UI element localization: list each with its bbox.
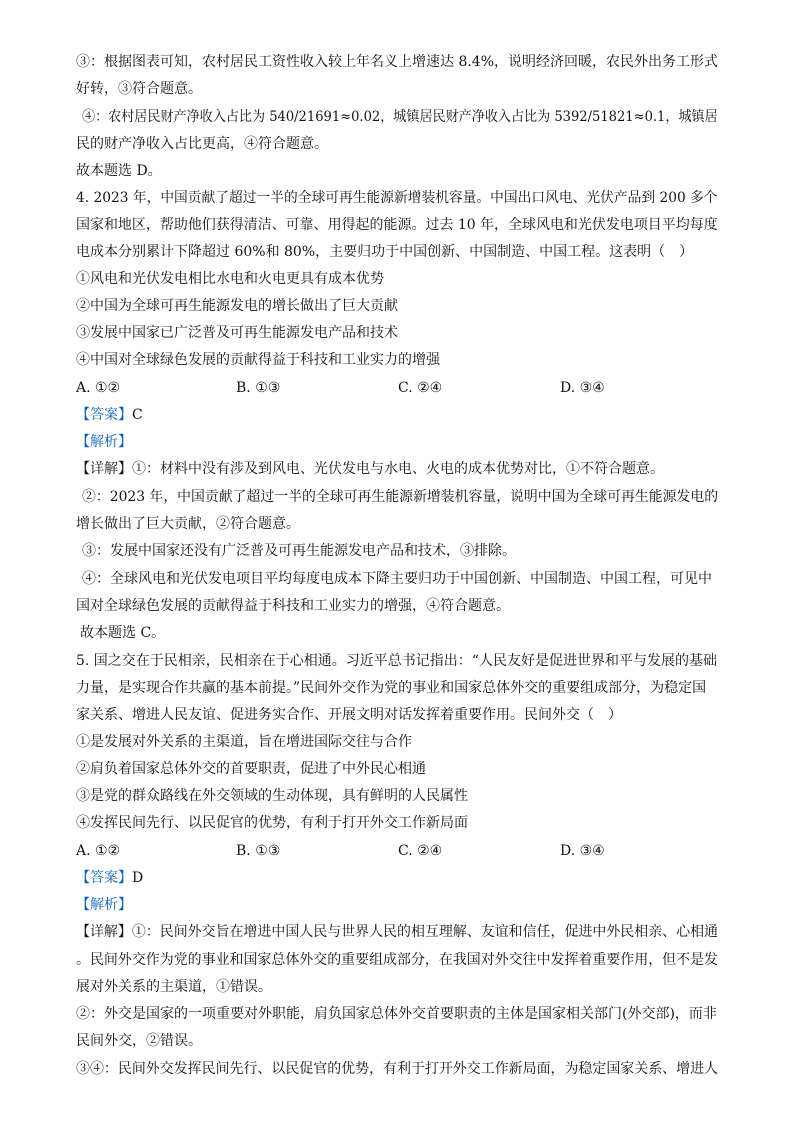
answer-label: 【答案】	[76, 407, 132, 423]
statement-item: ①是发展对外关系的主渠道，旨在增进国际交往与合作	[76, 734, 412, 750]
statement-item: ②中国为全球可再生能源发电的增长做出了巨大贡献	[76, 298, 398, 314]
answer-line	[76, 868, 143, 888]
conclusion-line: 故本题选 D。	[76, 163, 162, 179]
analysis-paragraph: 增长做出了巨大贡献，②符合题意。	[76, 516, 300, 532]
statement-item: ③发展中国家已广泛普及可再生能源发电产品和技术	[76, 325, 398, 341]
answer-label: 【答案】	[76, 870, 132, 886]
option-c: C. ②④	[398, 843, 443, 859]
option-b: B. ①③	[236, 380, 281, 396]
question-stem: 电成本分别累计下降超过 60%和 80%，主要归功于中国创新、中国制造、中国工程。这表明（ ）	[76, 244, 694, 260]
analysis-paragraph: 。民间外交作为党的事业和国家总体外交的重要组成部分，在我国对外交往中发挥着重要作用，但不是发	[76, 952, 719, 968]
detail-text: ①：材料中没有涉及到风电、光伏发电与水电、火电的成本优势对比，①不符合题意。	[132, 461, 664, 477]
detail-line	[76, 922, 718, 942]
detail-text: ①：民间外交旨在增进中国人民与世界人民的相互理解、友谊和信任，促进中外民相亲、心相通	[131, 924, 719, 940]
analysis-paragraph: ②：外交是国家的一项重要对外职能，肩负国家总体外交首要职责的主体是国家相关部门(外交部)，而非	[76, 1006, 717, 1022]
analysis-paragraph: ③④：民间外交发挥民间先行、以民促官的优势，有利于打开外交工作新局面，为稳定国家关系、增进人	[76, 1061, 719, 1077]
analysis-paragraph: 展对外关系的主渠道，①错误。	[76, 979, 272, 995]
answer-value: C	[132, 407, 143, 423]
detail-label: 【详解】	[76, 924, 132, 940]
analysis-label: 【解析】	[76, 434, 132, 450]
analysis-paragraph: ④：农村居民财产净收入占比为 540/21691≈0.02，城镇居民财产净收入占比为 5392/51821≈0.1，城镇居	[82, 109, 718, 125]
analysis-label: 【解析】	[76, 897, 132, 913]
analysis-paragraph: 民的财产净收入占比更高，④符合题意。	[76, 136, 328, 152]
option-d: D. ③④	[560, 843, 605, 859]
option-a: A. ①②	[76, 380, 121, 396]
question-stem: 家关系、增进人民友谊、促进务实合作、开展文明对话发挥着重要作用。民间外交（ ）	[76, 707, 622, 723]
analysis-paragraph: ③：根据图表可知，农村居民工资性收入较上年名义上增速达 8.4%，说明经济回暖，农民外出务工形式	[76, 54, 719, 70]
question-stem: 4. 2023 年，中国贡献了超过一半的全球可再生能源新增装机容量。中国出口风电、光伏产品到 200 多个	[76, 190, 718, 206]
detail-label: 【详解】	[76, 461, 132, 477]
statement-item: ②肩负着国家总体外交的首要职责，促进了中外民心相通	[76, 761, 426, 777]
conclusion-line: 故本题选 C。	[80, 625, 166, 641]
analysis-paragraph: 好转，③符合题意。	[76, 81, 202, 97]
option-d: D. ③④	[560, 380, 605, 396]
statement-item: ①风电和光伏发电相比水电和火电更具有成本优势	[76, 271, 384, 287]
statement-item: ③是党的群众路线在外交领域的生动体现，具有鲜明的人民属性	[76, 788, 468, 804]
answer-line	[76, 405, 143, 425]
statement-item: ④中国对全球绿色发展的贡献得益于科技和工业实力的增强	[76, 352, 440, 368]
statement-item: ④发挥民间先行、以民促官的优势，有利于打开外交工作新局面	[76, 815, 468, 831]
option-c: C. ②④	[398, 380, 443, 396]
analysis-paragraph: ④：全球风电和光伏发电项目平均每度电成本下降主要归功于中国创新、中国制造、中国工程，可见中	[82, 571, 712, 587]
answer-value: D	[132, 870, 144, 886]
question-stem: 国家和地区，帮助他们获得清洁、可靠、用得起的能源。过去 10 年，全球风电和光伏发电项目平均每度	[76, 217, 718, 233]
option-b: B. ①③	[236, 843, 281, 859]
analysis-paragraph: ②：2023 年，中国贡献了超过一半的全球可再生能源新增装机容量，说明中国为全球可再生能源发电的	[82, 489, 719, 505]
option-a: A. ①②	[76, 843, 121, 859]
detail-line	[76, 459, 664, 479]
question-stem: 力量，是实现合作共赢的基本前提。”民间外交作为党的事业和国家总体外交的重要组成部分，为稳定国	[76, 680, 707, 696]
analysis-paragraph: 国对全球绿色发展的贡献得益于科技和工业实力的增强，④符合题意。	[76, 598, 510, 614]
question-stem: 5. 国之交在于民相亲，民相亲在于心相通。习近平总书记指出：“人民友好是促进世界和平与发展的基础	[76, 653, 717, 669]
analysis-paragraph: ③：发展中国家还没有广泛普及可再生能源发电产品和技术，③排除。	[82, 543, 516, 559]
analysis-paragraph: 民间外交，②错误。	[76, 1033, 202, 1049]
